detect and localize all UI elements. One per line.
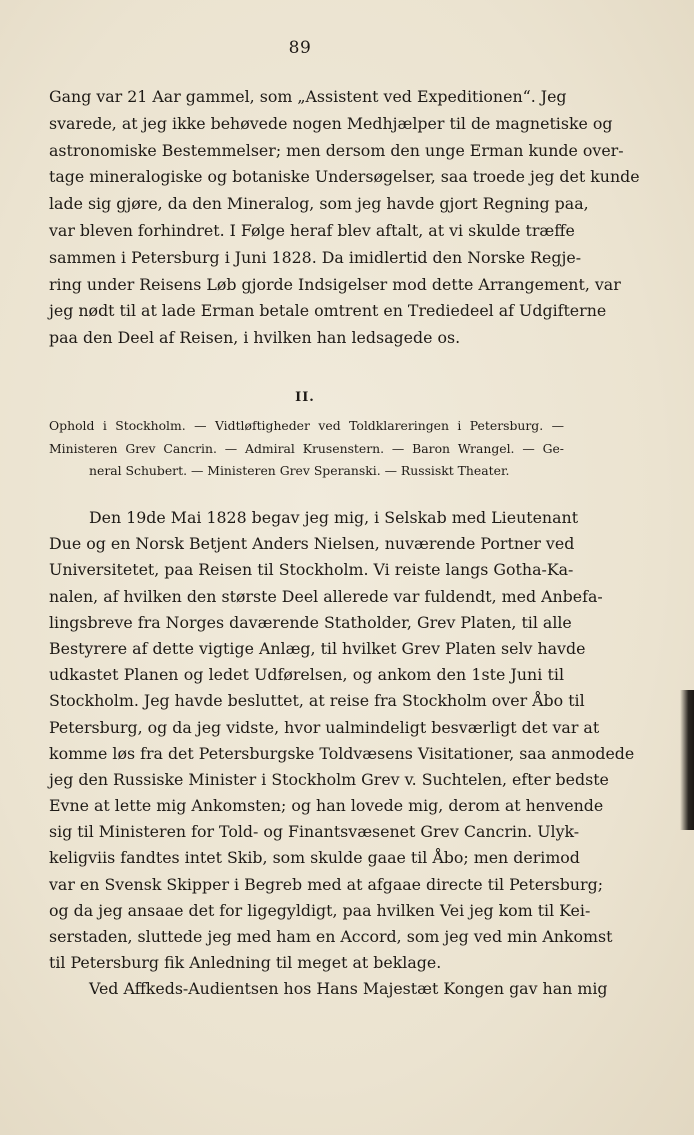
text-line: komme løs fra det Petersburgske Toldvæsens Visitationer, saa anmodede: [49, 743, 635, 763]
text-line: Petersburg, og da jeg vidste, hvor ualmindeligt besværligt det var at: [49, 717, 600, 737]
summary-line: Ophold i Stockholm. — Vidtløftigheder ved Toldklareringen i Petersburg. —: [49, 418, 564, 433]
text-line: keligviis fandtes intet Skib, som skulde gaae til Åbo; men derimod: [49, 848, 580, 868]
text-line: ring under Reisens Løb gjorde Indsigelser mod dette Arrangement, var: [49, 274, 621, 294]
text-line: Evne at lette mig Ankomsten; og han lovede mig, derom at henvende: [49, 796, 604, 816]
text-line: jeg nødt til at lade Erman betale omtrent en Trediedeel af Udgifterne: [49, 301, 607, 321]
text-line: tage mineralogiske og botaniske Undersøgelser, saa troede jeg det kunde: [49, 167, 640, 187]
text-line: svarede, at jeg ikke behøvede nogen Medhjælper til de magnetiske og: [49, 113, 613, 133]
summary-line: neral Schubert. — Ministeren Grev Speranski. — Russiskt Theater.: [89, 463, 510, 478]
text-line: sig til Ministeren for Told- og Finantsvæsenet Grev Cancrin. Ulyk-: [49, 822, 580, 842]
text-line: til Petersburg fik Anledning til meget at beklage.: [49, 953, 442, 973]
text-line: Gang var 21 Aar gammel, som „Assistent ved Expeditionen“. Jeg: [49, 87, 567, 106]
text-line: nalen, af hvilken den største Deel allerede var fuldendt, med Anbefa-: [49, 586, 603, 606]
text-line: var en Svensk Skipper i Begreb med at afgaae directe til Petersburg;: [49, 874, 604, 894]
text-line: Universitetet, paa Reisen til Stockholm. Vi reiste langs Gotha-Ka-: [49, 560, 574, 580]
text-line: serstaden, sluttede jeg med ham en Accord, som jeg ved min Ankomst: [49, 927, 613, 946]
page-edge-shadow: [680, 690, 694, 830]
text-line: lade sig gjøre, da den Mineralog, som jeg havde gjort Regning paa,: [49, 194, 589, 214]
text-line: sammen i Petersburg i Juni 1828. Da imidlertid den Norske Regje-: [49, 247, 582, 267]
text-line: astronomiske Bestemmelser; men dersom den unge Erman kunde over-: [49, 140, 624, 160]
text-line: og da jeg ansaae det for ligegyldigt, paa hvilken Vei jeg kom til Kei-: [49, 900, 591, 920]
paragraph-2: [49, 505, 635, 1003]
text-line: lingsbreve fra Norges daværende Statholder, Grev Platen, til alle: [49, 612, 572, 632]
text-line: Ved Affkeds-Audientsen hos Hans Majestæt Kongen gav han mig: [89, 979, 608, 999]
chapter-summary: [49, 415, 564, 483]
paragraph-1: [49, 84, 640, 352]
page-number: 89: [288, 38, 312, 58]
text-line: Bestyrere af dette vigtige Anlæg, til hvilket Grev Platen selv havde: [49, 638, 586, 658]
text-line: jeg den Russiske Minister i Stockholm Grev v. Suchtelen, efter bedste: [49, 769, 609, 789]
text-line: Stockholm. Jeg havde besluttet, at reise fra Stockholm over Åbo til: [49, 691, 585, 711]
section-heading: II.: [295, 390, 315, 405]
text-line: udkastet Planen og ledet Udførelsen, og ankom den 1ste Juni til: [49, 665, 564, 685]
text-line: Due og en Norsk Betjent Anders Nielsen, nuværende Portner ved: [49, 534, 575, 554]
text-line: Den 19de Mai 1828 begav jeg mig, i Selskab med Lieutenant: [89, 508, 579, 527]
text-line: var bleven forhindret. I Følge heraf blev aftalt, at vi skulde træffe: [49, 220, 575, 240]
summary-line: Ministeren Grev Cancrin. — Admiral Krusenstern. — Baron Wrangel. — Ge-: [49, 440, 564, 456]
text-line: paa den Deel af Reisen, i hvilken han ledsagede os.: [49, 328, 461, 348]
